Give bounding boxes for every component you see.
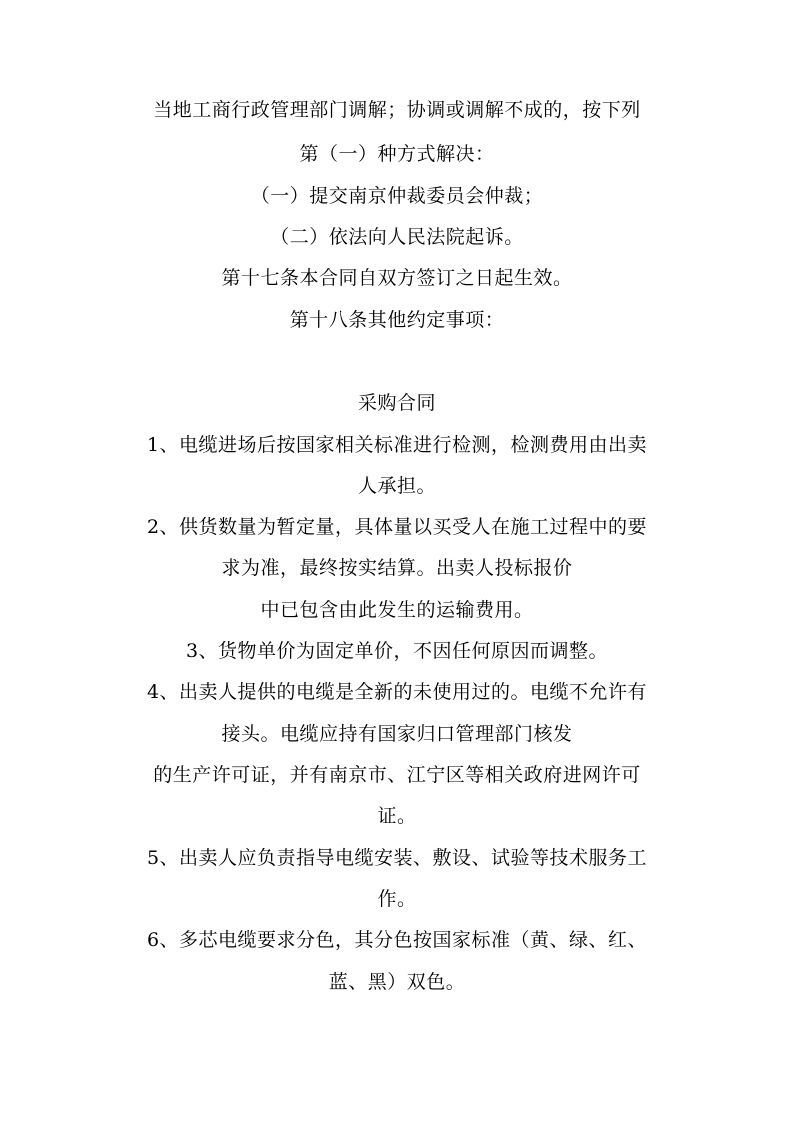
text-line: 证。 xyxy=(377,805,417,827)
text-line: 5、出卖人应负责指导电缆安装、敷设、试验等技术服务工 xyxy=(146,847,648,869)
text-line: 的生产许可证，并有南京市、江宁区等相关政府进网许可 xyxy=(153,764,641,786)
text-line: 作。 xyxy=(377,888,417,910)
text-line: 第十七条本合同自双方签订之日起生效。 xyxy=(221,267,573,289)
text-line: 第（一）种方式解决： xyxy=(299,143,495,165)
text-line: 第十八条其他约定事项： xyxy=(289,309,505,331)
section-title: 采购合同 xyxy=(357,392,436,414)
text-line: 6、多芯电缆要求分色，其分色按国家标准（黄、绿、红、 xyxy=(146,929,648,951)
text-line: 蓝、黑）双色。 xyxy=(328,971,466,993)
text-line: 求为准，最终按实结算。出卖人投标报价 xyxy=(221,557,573,579)
text-line: 2、供货数量为暂定量，具体量以买受人在施工过程中的要 xyxy=(146,516,648,538)
text-line: 人承担。 xyxy=(357,475,436,497)
text-line: （一）提交南京仲裁委员会仲裁； xyxy=(250,185,544,207)
text-line: 接头。电缆应持有国家归口管理部门核发 xyxy=(221,723,573,745)
text-line: 3、货物单价为固定单价，不因任何原因而调整。 xyxy=(185,640,609,662)
text-line: 4、出卖人提供的电缆是全新的未使用过的。电缆不允许有 xyxy=(146,681,648,703)
text-line: （二）依法向人民法院起诉。 xyxy=(270,226,524,248)
text-line: 中已包含由此发生的运输费用。 xyxy=(260,599,534,621)
text-line: 当地工商行政管理部门调解；协调或调解不成的，按下列 xyxy=(153,99,641,121)
text-line: 1、电缆进场后按国家相关标准进行检测，检测费用由出卖 xyxy=(146,434,648,456)
